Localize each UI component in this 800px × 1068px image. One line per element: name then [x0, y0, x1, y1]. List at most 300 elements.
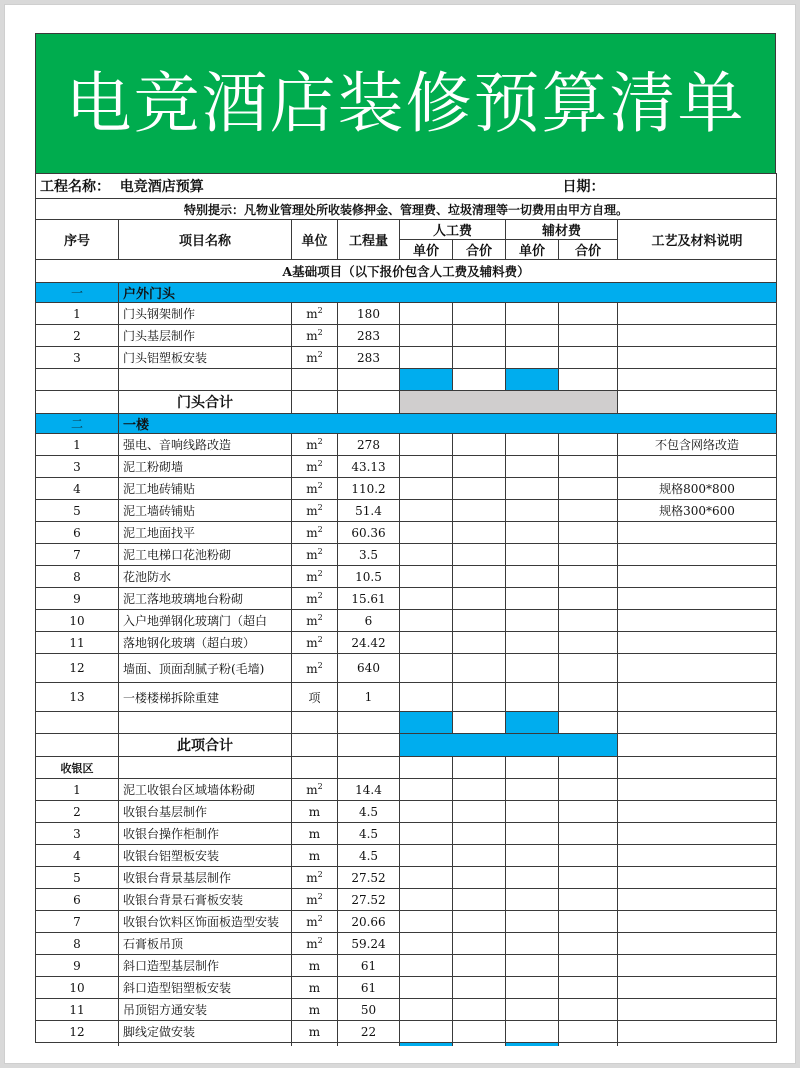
cell-labor-unit[interactable] [400, 845, 453, 867]
cell-labor-unit[interactable] [400, 544, 453, 566]
cell-labor-total[interactable] [453, 845, 506, 867]
cell-labor-unit[interactable] [400, 1021, 453, 1043]
cell-seq: 1 [36, 779, 119, 801]
cell-material-total[interactable] [559, 434, 618, 456]
cell-labor-total[interactable] [453, 632, 506, 654]
cell-unit: 项 [292, 683, 338, 712]
cell-note [618, 845, 777, 867]
cell-seq: 12 [36, 1021, 119, 1043]
cell-labor-unit[interactable] [400, 779, 453, 801]
cell-note [618, 683, 777, 712]
material-sum-cell[interactable] [506, 369, 559, 391]
cell-name: 收银台操作柜制作 [119, 823, 292, 845]
cell-material-total[interactable] [559, 500, 618, 522]
cell-qty: 20.66 [338, 911, 400, 933]
cell-material-total[interactable] [559, 456, 618, 478]
cell-labor-total[interactable] [453, 566, 506, 588]
header-labor-total-price: 合价 [453, 240, 506, 260]
cell-unit: m [292, 955, 338, 977]
table-row[interactable] [36, 478, 777, 500]
cell-material-total[interactable] [559, 478, 618, 500]
cell-labor-total[interactable] [453, 544, 506, 566]
cell-labor-total[interactable] [453, 500, 506, 522]
cell-labor-unit[interactable] [400, 434, 453, 456]
cell-seq: 12 [36, 654, 119, 683]
cell-note [618, 325, 777, 347]
header-name: 项目名称 [119, 220, 292, 260]
cell-material-unit[interactable] [506, 801, 559, 823]
cell-name: 泥工落地玻璃地台粉砌 [119, 588, 292, 610]
cell-material-unit[interactable] [506, 303, 559, 325]
subtotal-row[interactable] [36, 391, 777, 414]
table-row[interactable] [36, 325, 777, 347]
cell-name: 落地钢化玻璃（超白玻） [119, 632, 292, 654]
cell-note [618, 955, 777, 977]
cell-material-total[interactable] [559, 610, 618, 632]
cell-seq: 3 [36, 456, 119, 478]
page [4, 4, 796, 1064]
cell-unit: m [292, 999, 338, 1021]
cell-labor-unit[interactable] [400, 500, 453, 522]
cell-labor-unit[interactable] [400, 632, 453, 654]
cell-material-total[interactable] [559, 911, 618, 933]
cell-material-total[interactable] [559, 632, 618, 654]
group-name: 户外门头 [119, 283, 777, 303]
cell-material-unit[interactable] [506, 845, 559, 867]
cell-unit: $m^2$ [292, 911, 338, 933]
cell-note [618, 610, 777, 632]
cell-material-total[interactable] [559, 933, 618, 955]
cell-note [618, 999, 777, 1021]
cell-labor-unit[interactable] [400, 654, 453, 683]
cell-labor-unit[interactable] [400, 610, 453, 632]
table-row[interactable] [36, 977, 777, 999]
cell-seq: 11 [36, 999, 119, 1021]
cell-unit: m [292, 823, 338, 845]
cell-material-unit[interactable] [506, 325, 559, 347]
cell-material-unit[interactable] [506, 999, 559, 1021]
table-row[interactable] [36, 500, 777, 522]
cell-name: 门头基层制作 [119, 325, 292, 347]
cell-labor-total[interactable] [453, 823, 506, 845]
table-row[interactable] [36, 610, 777, 632]
cell-name: 收银台饮料区饰面板造型安装 [119, 911, 292, 933]
cell-labor-unit[interactable] [400, 889, 453, 911]
cell-unit: $m^2$ [292, 654, 338, 683]
cell-material-unit[interactable] [506, 779, 559, 801]
cell-material-unit[interactable] [506, 610, 559, 632]
material-sum-cell[interactable] [506, 712, 559, 734]
cell-name: 门头钢架制作 [119, 303, 292, 325]
cell-name: 泥工地面找平 [119, 522, 292, 544]
cell-labor-unit[interactable] [400, 911, 453, 933]
cell-material-unit[interactable] [506, 977, 559, 999]
cell-labor-unit[interactable] [400, 801, 453, 823]
cell-seq: 10 [36, 610, 119, 632]
cell-material-total[interactable] [559, 977, 618, 999]
cell-name: 泥工地砖铺贴 [119, 478, 292, 500]
cell-material-unit[interactable] [506, 478, 559, 500]
group-name: 一楼 [119, 414, 777, 434]
cell-material-unit[interactable] [506, 933, 559, 955]
cell-qty: 4.5 [338, 823, 400, 845]
cell-material-unit[interactable] [506, 456, 559, 478]
cell-unit: $m^2$ [292, 522, 338, 544]
cell-note [618, 544, 777, 566]
cell-qty: 22 [338, 1021, 400, 1043]
cell-material-unit[interactable] [506, 544, 559, 566]
cell-unit: m [292, 845, 338, 867]
labor-sum-cell[interactable] [400, 712, 453, 734]
cell-unit: $m^2$ [292, 632, 338, 654]
cell-labor-total[interactable] [453, 683, 506, 712]
subtotal-label: 门头合计 [119, 391, 292, 414]
table-row[interactable] [36, 683, 777, 712]
header-note: 工艺及材料说明 [618, 220, 777, 260]
table-row[interactable] [36, 933, 777, 955]
cell-labor-total[interactable] [453, 434, 506, 456]
cell-seq: 3 [36, 823, 119, 845]
cell-name: 收银台背景基层制作 [119, 867, 292, 889]
cell-seq: 7 [36, 911, 119, 933]
cell-labor-unit[interactable] [400, 823, 453, 845]
cell-note [618, 303, 777, 325]
cell-name: 石膏板吊顶 [119, 933, 292, 955]
cell-material-unit[interactable] [506, 955, 559, 977]
cell-note [618, 456, 777, 478]
cell-note [618, 977, 777, 999]
cell-qty: 278 [338, 434, 400, 456]
subtotal-label: 此项合计 [119, 734, 292, 757]
cell-name: 花池防水 [119, 566, 292, 588]
group-row[interactable] [36, 414, 777, 434]
cell-unit: $m^2$ [292, 500, 338, 522]
cell-name: 脚线定做安装 [119, 1021, 292, 1043]
cell-note [618, 588, 777, 610]
labor-sum-cell[interactable] [400, 369, 453, 391]
zone-row [36, 757, 777, 779]
cell-unit: $m^2$ [292, 889, 338, 911]
cell-labor-unit[interactable] [400, 566, 453, 588]
cell-qty: 10.5 [338, 566, 400, 588]
table-row[interactable] [36, 456, 777, 478]
header-labor-unit-price: 单价 [400, 240, 453, 260]
cell-material-total[interactable] [559, 779, 618, 801]
cell-material-unit[interactable] [506, 434, 559, 456]
cell-labor-unit[interactable] [400, 999, 453, 1021]
group-seq: 二 [36, 414, 119, 434]
cell-labor-total[interactable] [453, 933, 506, 955]
cell-unit: $m^2$ [292, 456, 338, 478]
cell-note [618, 632, 777, 654]
cell-note [618, 801, 777, 823]
cell-unit: $m^2$ [292, 588, 338, 610]
project-name-cell[interactable] [36, 174, 292, 199]
table-row[interactable] [36, 779, 777, 801]
cell-qty: 15.61 [338, 588, 400, 610]
cell-seq: 9 [36, 955, 119, 977]
cell-material-total[interactable] [559, 955, 618, 977]
cell-labor-unit[interactable] [400, 478, 453, 500]
project-info-row [36, 174, 777, 199]
cell-labor-total[interactable] [453, 779, 506, 801]
cell-labor-total[interactable] [453, 999, 506, 1021]
date-label: 日期： [562, 179, 605, 195]
cell-material-total[interactable] [559, 522, 618, 544]
cell-unit: $m^2$ [292, 933, 338, 955]
cell-material-total[interactable] [559, 867, 618, 889]
cell-labor-total[interactable] [453, 325, 506, 347]
table-row[interactable] [36, 632, 777, 654]
cell-note [618, 1021, 777, 1043]
cell-labor-total[interactable] [453, 955, 506, 977]
cell-labor-total[interactable] [453, 456, 506, 478]
cell-labor-unit[interactable] [400, 683, 453, 712]
subtotal-amount-cell[interactable] [400, 734, 618, 757]
cell-qty: 59.24 [338, 933, 400, 955]
cell-note [618, 867, 777, 889]
cell-seq: 1 [36, 434, 119, 456]
cell-qty: 61 [338, 955, 400, 977]
cell-name: 泥工电梯口花池粉砌 [119, 544, 292, 566]
cell-labor-total[interactable] [453, 977, 506, 999]
table-row[interactable] [36, 867, 777, 889]
budget-sheet [35, 33, 776, 1046]
cell-qty: 283 [338, 347, 400, 369]
cell-seq: 5 [36, 500, 119, 522]
cell-qty: 4.5 [338, 801, 400, 823]
cell-note: 规格800*800 [618, 478, 777, 500]
table-row[interactable] [36, 347, 777, 369]
cell-labor-unit[interactable] [400, 522, 453, 544]
cell-material-unit[interactable] [506, 347, 559, 369]
table-row[interactable] [36, 889, 777, 911]
table-row[interactable] [36, 1021, 777, 1043]
table-row[interactable] [36, 654, 777, 683]
cell-qty: 4.5 [338, 845, 400, 867]
cell-material-unit[interactable] [506, 500, 559, 522]
cell-material-unit[interactable] [506, 632, 559, 654]
cell-seq: 1 [36, 303, 119, 325]
cell-material-unit[interactable] [506, 867, 559, 889]
cell-material-total[interactable] [559, 999, 618, 1021]
cell-material-total[interactable] [559, 303, 618, 325]
cell-qty: 3.5 [338, 544, 400, 566]
cut-off-row [36, 1043, 777, 1047]
cell-name: 斜口造型基层制作 [119, 955, 292, 977]
cell-labor-unit[interactable] [400, 347, 453, 369]
cell-seq: 4 [36, 478, 119, 500]
project-name: 电竞酒店预算 [119, 179, 204, 195]
table-row[interactable] [36, 801, 777, 823]
cell-note [618, 654, 777, 683]
cell-unit: $m^2$ [292, 347, 338, 369]
cell-name: 泥工收银台区域墙体粉砌 [119, 779, 292, 801]
cell-material-total[interactable] [559, 683, 618, 712]
project-label: 工程名称： [40, 179, 110, 195]
blank-row[interactable] [36, 712, 777, 734]
cell-labor-unit[interactable] [400, 867, 453, 889]
table-row[interactable] [36, 522, 777, 544]
notice-text: 特别提示：凡物业管理处所收装修押金、管理费、垃圾清理等一切费用由甲方自理。 [36, 199, 777, 220]
cell-labor-unit[interactable] [400, 933, 453, 955]
cell-seq: 10 [36, 977, 119, 999]
header-labor: 人工费 [400, 220, 506, 240]
blank-row[interactable] [36, 369, 777, 391]
cell-seq: 9 [36, 588, 119, 610]
cell-material-unit[interactable] [506, 823, 559, 845]
header-qty: 工程量 [338, 220, 400, 260]
cell-note [618, 889, 777, 911]
cell-note [618, 779, 777, 801]
cell-material-unit[interactable] [506, 588, 559, 610]
cell-qty: 640 [338, 654, 400, 683]
cell-qty: 180 [338, 303, 400, 325]
cell-name: 斜口造型铝塑板安装 [119, 977, 292, 999]
cell-qty: 27.52 [338, 889, 400, 911]
cell-note [618, 347, 777, 369]
cell-name: 泥工墙砖铺贴 [119, 500, 292, 522]
header-material: 辅材费 [506, 220, 618, 240]
cell-seq: 7 [36, 544, 119, 566]
table-row[interactable] [36, 588, 777, 610]
cell-material-unit[interactable] [506, 911, 559, 933]
table-row[interactable] [36, 566, 777, 588]
cell-material-total[interactable] [559, 654, 618, 683]
cell-unit: m [292, 1021, 338, 1043]
cell-unit: $m^2$ [292, 303, 338, 325]
cell-note [618, 522, 777, 544]
budget-table [35, 173, 777, 1046]
cell-qty: 43.13 [338, 456, 400, 478]
cell-material-total[interactable] [559, 823, 618, 845]
table-row[interactable] [36, 544, 777, 566]
cell-name: 强电、音响线路改造 [119, 434, 292, 456]
cell-qty: 61 [338, 977, 400, 999]
cell-labor-unit[interactable] [400, 588, 453, 610]
cell-labor-total[interactable] [453, 911, 506, 933]
cell-qty: 14.4 [338, 779, 400, 801]
cell-labor-unit[interactable] [400, 303, 453, 325]
table-row[interactable] [36, 823, 777, 845]
cell-unit: m [292, 801, 338, 823]
cell-name: 门头铝塑板安装 [119, 347, 292, 369]
cell-material-unit[interactable] [506, 522, 559, 544]
cell-labor-unit[interactable] [400, 456, 453, 478]
cell-name: 泥工粉砌墙 [119, 456, 292, 478]
cell-unit: m [292, 977, 338, 999]
zone-label: 收银区 [36, 757, 119, 779]
cell-material-unit[interactable] [506, 683, 559, 712]
cell-labor-total[interactable] [453, 654, 506, 683]
table-row[interactable] [36, 955, 777, 977]
cell-material-total[interactable] [559, 347, 618, 369]
subtotal-row[interactable] [36, 734, 777, 757]
cell-qty: 50 [338, 999, 400, 1021]
table-row[interactable] [36, 999, 777, 1021]
cell-material-total[interactable] [559, 566, 618, 588]
cell-seq: 2 [36, 801, 119, 823]
cell-seq: 8 [36, 566, 119, 588]
header-unit: 单位 [292, 220, 338, 260]
cell-unit: $m^2$ [292, 867, 338, 889]
cell-note: 规格300*600 [618, 500, 777, 522]
group-row[interactable] [36, 283, 777, 303]
table-row[interactable] [36, 434, 777, 456]
cell-labor-total[interactable] [453, 1021, 506, 1043]
cell-material-total[interactable] [559, 1021, 618, 1043]
date-cell[interactable] [559, 174, 777, 199]
cell-unit: $m^2$ [292, 779, 338, 801]
cell-note [618, 911, 777, 933]
cell-seq: 13 [36, 683, 119, 712]
cell-name: 入户地弹钢化玻璃门（超白 [119, 610, 292, 632]
cell-qty: 283 [338, 325, 400, 347]
cell-labor-total[interactable] [453, 347, 506, 369]
header-material-total-price: 合价 [559, 240, 618, 260]
table-row[interactable] [36, 303, 777, 325]
cell-labor-unit[interactable] [400, 325, 453, 347]
cell-seq: 3 [36, 347, 119, 369]
subtotal-amount-cell[interactable] [400, 391, 618, 414]
cell-qty: 51.4 [338, 500, 400, 522]
cell-note [618, 823, 777, 845]
cell-unit: $m^2$ [292, 566, 338, 588]
cell-name: 墙面、顶面刮腻子粉(毛墙) [119, 654, 292, 683]
cell-unit: $m^2$ [292, 434, 338, 456]
page-title: 电竞酒店装修预算清单 [35, 33, 776, 173]
cell-material-total[interactable] [559, 889, 618, 911]
cell-unit: $m^2$ [292, 544, 338, 566]
cell-labor-total[interactable] [453, 889, 506, 911]
cell-name: 收银台铝塑板安装 [119, 845, 292, 867]
cell-qty: 24.42 [338, 632, 400, 654]
cell-labor-total[interactable] [453, 610, 506, 632]
header-seq: 序号 [36, 220, 119, 260]
cell-labor-total[interactable] [453, 867, 506, 889]
cell-material-total[interactable] [559, 588, 618, 610]
cell-material-total[interactable] [559, 801, 618, 823]
cell-material-total[interactable] [559, 544, 618, 566]
cell-name: 一楼楼梯拆除重建 [119, 683, 292, 712]
section-a-title: A基础项目（以下报价包含人工费及辅料费） [36, 260, 777, 283]
cell-name: 收银台背景石膏板安装 [119, 889, 292, 911]
cell-labor-unit[interactable] [400, 955, 453, 977]
cell-qty: 60.36 [338, 522, 400, 544]
cell-seq: 5 [36, 867, 119, 889]
cell-seq: 4 [36, 845, 119, 867]
table-row[interactable] [36, 911, 777, 933]
cell-material-total[interactable] [559, 845, 618, 867]
cell-labor-total[interactable] [453, 588, 506, 610]
cell-material-unit[interactable] [506, 566, 559, 588]
cell-material-unit[interactable] [506, 1021, 559, 1043]
cell-seq: 8 [36, 933, 119, 955]
cell-material-unit[interactable] [506, 654, 559, 683]
cell-name: 吊顶铝方通安装 [119, 999, 292, 1021]
cell-material-unit[interactable] [506, 889, 559, 911]
cell-labor-total[interactable] [453, 522, 506, 544]
cell-labor-total[interactable] [453, 478, 506, 500]
cell-material-total[interactable] [559, 325, 618, 347]
cell-note: 不包含网络改造 [618, 434, 777, 456]
cell-labor-total[interactable] [453, 303, 506, 325]
table-row[interactable] [36, 845, 777, 867]
cell-labor-total[interactable] [453, 801, 506, 823]
cell-labor-unit[interactable] [400, 977, 453, 999]
cell-qty: 27.52 [338, 867, 400, 889]
cell-unit: $m^2$ [292, 610, 338, 632]
